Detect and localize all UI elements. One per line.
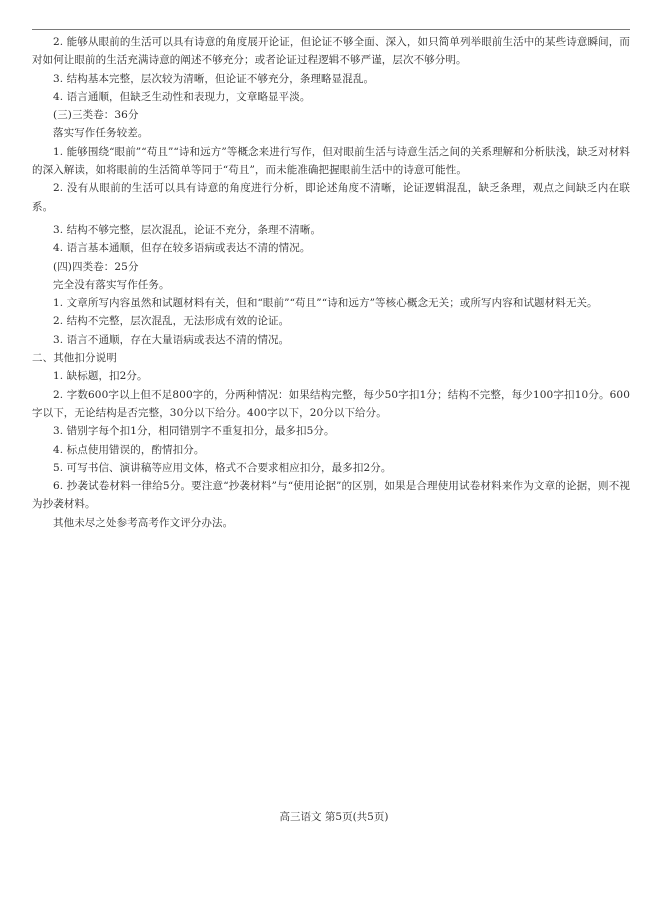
paragraph: 1. 缺标题，扣2分。 bbox=[53, 370, 148, 383]
section-heading: (三)三类卷：36分 bbox=[53, 109, 139, 122]
paragraph: 4. 语言基本通顺，但存在较多语病或表达不清的情况。 bbox=[53, 242, 311, 255]
paragraph: 3. 语言不通顺，存在大量语病或表达不清的情况。 bbox=[53, 333, 290, 346]
paragraph: 3. 错别字每个扣1分，相同错别字不重复扣分，最多扣5分。 bbox=[53, 425, 335, 438]
paragraph: 5. 可写书信、演讲稿等应用文体，格式不合要求相应扣分，最多扣2分。 bbox=[53, 461, 392, 474]
paragraph: 其他未尽之处参考高考作文评分办法。 bbox=[53, 516, 234, 529]
paragraph: 3. 结构基本完整，层次较为清晰，但论证不够充分，条理略显混乱。 bbox=[53, 72, 375, 85]
paragraph: 2. 字数600字以上但不足800字的，分两种情况：如果结构完整，每少50字扣1分；结构不完整，每少100字扣10分。600字以下，无论结构是否完整，30分以下给分。400字以下，20分以下给分。 bbox=[32, 388, 630, 419]
paragraph: 2. 没有从眼前的生活可以具有诗意的角度进行分析，即论述角度不清晰，论证逻辑混乱，缺乏条理，观点之间缺乏内在联系。 bbox=[32, 182, 630, 213]
section-heading: (四)四类卷：25分 bbox=[53, 260, 139, 273]
paragraph: 6. 抄袭试卷材料一律给5分。要注意“抄袭材料”与“使用论据”的区别，如果是合理使用试卷材料来作为文章的论据，则不视为抄袭材料。 bbox=[32, 480, 630, 511]
paragraph: 落实写作任务较差。 bbox=[53, 127, 149, 140]
paragraph: 完全没有落实写作任务。 bbox=[53, 278, 170, 291]
paragraph: 1. 能够围绕“眼前”“苟且”“诗和远方”等概念来进行写作，但对眼前生活与诗意生活之间的关系理解和分析肤浅，缺乏对材料的深入解读，如将眼前的生活简单等同于“苟且”，而未能准确把握眼前生活中的诗意可能性。 bbox=[32, 145, 630, 177]
paragraph: 3. 结构不够完整，层次混乱，论证不充分，条理不清晰。 bbox=[53, 223, 322, 236]
page-body bbox=[32, 33, 630, 532]
section-heading: 二、其他扣分说明 bbox=[32, 352, 117, 365]
paragraph: 2. 结构不完整，层次混乱，无法形成有效的论证。 bbox=[53, 315, 290, 328]
paragraph: 1. 文章所写内容虽然和试题材料有关，但和“眼前”“苟且”“诗和远方”等核心概念无关；或所写内容和试题材料无关。 bbox=[53, 297, 598, 310]
paragraph: 4. 标点使用错误的，酌情扣分。 bbox=[53, 443, 205, 456]
paragraph: 4. 语言通顺，但缺乏生动性和表现力，文章略显平淡。 bbox=[53, 90, 311, 103]
paragraph: 2. 能够从眼前的生活可以具有诗意的角度展开论证，但论证不够全面、深入，如只简单列举眼前生活中的某些诗意瞬间，而对如何让眼前的生活充满诗意的阐述不够充分；或者论证过程逻辑不够严谨，层次不够分明。 bbox=[32, 36, 630, 67]
header-rule bbox=[32, 29, 630, 30]
page-footer: 高三语文 第5页(共5页) bbox=[279, 811, 389, 823]
